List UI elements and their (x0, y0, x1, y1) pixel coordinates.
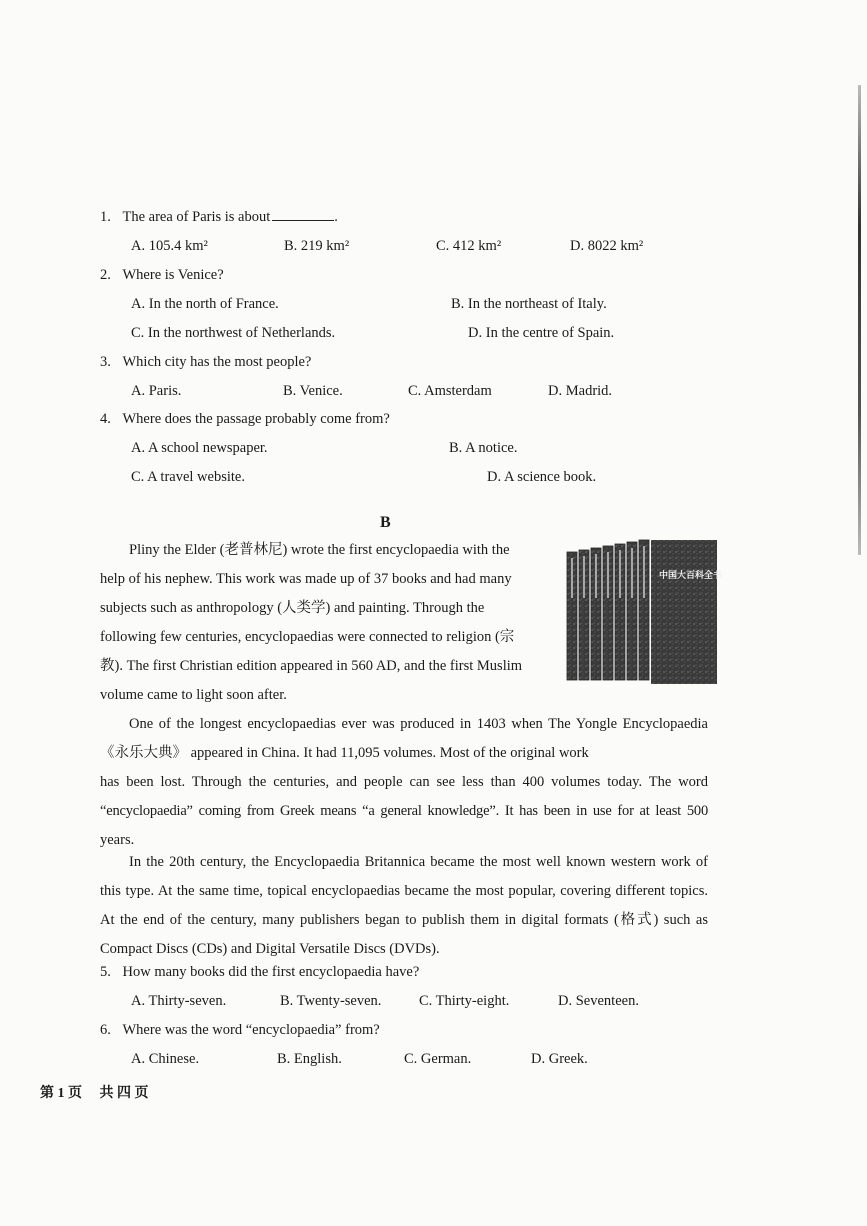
option-4a[interactable]: A. A school newspaper. (131, 440, 268, 456)
text-line: has been lost. Through the centuries, and people can see less than 400 volumes today. The word (100, 774, 708, 790)
option-2b[interactable]: B. In the northeast of Italy. (451, 296, 607, 312)
question-3: 3. Which city has the most people? (100, 354, 312, 370)
question-1 (100, 208, 338, 226)
option-1a[interactable]: A. 105.4 km² (131, 238, 208, 254)
scan-edge (858, 85, 861, 555)
option-6c[interactable]: C. German. (404, 1051, 472, 1067)
option-4d[interactable]: D. A science book. (487, 469, 597, 485)
passage-paragraph-3 (100, 848, 708, 964)
option-1b[interactable]: B. 219 km² (284, 238, 350, 254)
option-4c[interactable]: C. A travel website. (131, 469, 245, 485)
text-line: subjects such as anthropology (人类学) and painting. Through the (100, 600, 485, 616)
option-5a[interactable]: A. Thirty-seven. (131, 993, 227, 1009)
option-5b[interactable]: B. Twenty-seven. (280, 993, 382, 1009)
question-number: 1. (100, 209, 111, 225)
paragraph-text: In the 20th century, the Encyclopaedia Britannica became the most well known western work of this type. At the same time, topical encyclopaedias became the most popular, covering different topics. At the end of the century, many publishers began to publish them in digital formats (格式) such as Compact Discs (CDs) and Digital Versatile Discs (DVDs). (100, 854, 708, 957)
question-5: 5. How many books did the first encyclopaedia have? (100, 964, 420, 980)
text-line: years. (100, 832, 135, 848)
option-4b[interactable]: B. A notice. (449, 440, 518, 456)
option-3b[interactable]: B. Venice. (283, 383, 343, 399)
option-6b[interactable]: B. English. (277, 1051, 342, 1067)
passage-paragraph-2 (100, 710, 708, 855)
book-cover-title: 中国大百科全书 (659, 571, 723, 581)
option-2d[interactable]: D. In the centre of Spain. (468, 325, 615, 341)
option-3a[interactable]: A. Paris. (131, 383, 182, 399)
option-2c[interactable]: C. In the northwest of Netherlands. (131, 325, 336, 341)
option-3c[interactable]: C. Amsterdam (408, 383, 492, 399)
text-line: One of the longest encyclopaedias ever was produced in 1403 when The Yongle Encyclopaedia (129, 716, 708, 732)
option-6d[interactable]: D. Greek. (531, 1051, 588, 1067)
text-line: Pliny the Elder (老普林尼) wrote the first encyclopaedia with the (129, 542, 510, 558)
option-5d[interactable]: D. Seventeen. (558, 993, 639, 1009)
option-3d[interactable]: D. Madrid. (548, 383, 613, 399)
text-line: “encyclopaedia” coming from Greek means “a general knowledge”. It has been in use for at least 500 (100, 803, 708, 819)
text-line: following few centuries, encyclopaedias were connected to religion (宗 (100, 629, 515, 645)
text-line: 教). The first Christian edition appeared in 560 AD, and the first Muslim (100, 658, 523, 674)
page-footer (40, 1082, 149, 1102)
question-6: 6. Where was the word “encyclopaedia” from? (100, 1022, 380, 1038)
option-5c[interactable]: C. Thirty-eight. (419, 993, 510, 1009)
section-title: B (380, 514, 391, 531)
page-number: 第 1 页 (40, 1086, 82, 1101)
question-4: 4. Where does the passage probably come from? (100, 411, 390, 427)
question-2: 2. Where is Venice? (100, 267, 224, 283)
text-line: help of his nephew. This work was made up of 37 books and had many (100, 571, 512, 587)
text-line: 《永乐大典》 appeared in China. It had 11,095 volumes. Most of the original work (100, 745, 589, 761)
option-1d[interactable]: D. 8022 km² (570, 238, 644, 254)
question-tail: . (334, 209, 338, 225)
page-total: 共 四 页 (99, 1086, 149, 1101)
question-text: The area of Paris is about (122, 209, 271, 225)
text-line: volume came to light soon after. (100, 687, 287, 703)
answer-blank[interactable] (272, 208, 334, 221)
option-2a[interactable]: A. In the north of France. (131, 296, 279, 312)
encyclopaedia-books-image (561, 538, 723, 686)
option-1c[interactable]: C. 412 km² (436, 238, 502, 254)
option-6a[interactable]: A. Chinese. (131, 1051, 200, 1067)
